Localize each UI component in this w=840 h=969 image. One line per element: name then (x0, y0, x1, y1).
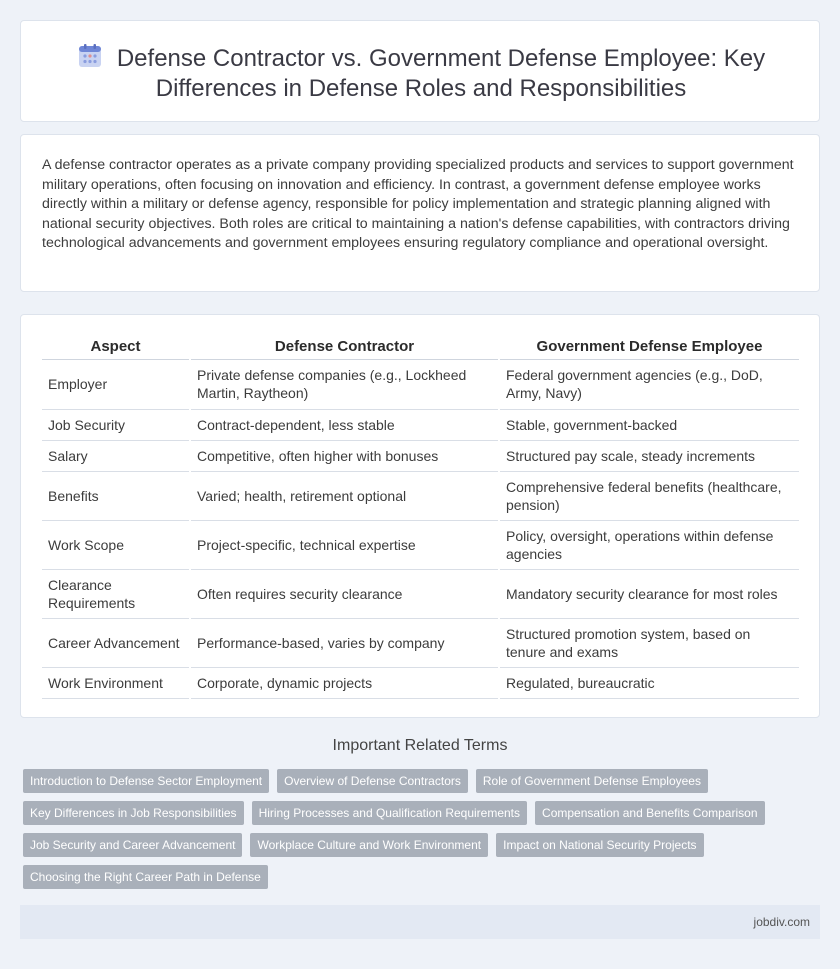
header-aspect: Aspect (42, 333, 190, 359)
row-government: Structured promotion system, based on tenure and exams (499, 618, 799, 667)
page-title (21, 43, 821, 104)
row-contractor: Contract-dependent, less stable (190, 409, 499, 440)
related-term-tag[interactable]: Overview of Defense Contractors (277, 769, 468, 793)
row-aspect: Benefits (42, 471, 190, 520)
footer-site-link[interactable]: jobdiv.com (753, 915, 810, 929)
table-row (42, 667, 799, 698)
title-line-2: Differences in Defense Roles and Responsibilities (155, 75, 687, 102)
row-aspect: Clearance Requirements (42, 569, 190, 618)
header-government-employee: Government Defense Employee (499, 333, 799, 359)
related-terms-list (23, 769, 783, 889)
table-row (42, 440, 799, 471)
row-government: Regulated, bureaucratic (499, 667, 799, 698)
row-aspect: Salary (42, 440, 190, 471)
intro-paragraph: A defense contractor operates as a private company providing specialized products and services to support government military operations, often focusing on innovation and efficiency. In contrast, a government defense employee works directly within a military or defense agency, responsible for policy implementation and strategic planning aligned with national security objectives. Both roles are critical to maintaining a nation's defense capabilities, with contractors driving technological advancements and government employees ensuring regulatory compliance and operational oversight. (42, 157, 794, 251)
related-term-tag[interactable]: Compensation and Benefits Comparison (535, 801, 764, 825)
calendar-icon (77, 43, 103, 69)
row-contractor: Project-specific, technical expertise (190, 520, 499, 569)
table-row (42, 359, 799, 409)
header-card (20, 20, 820, 122)
row-aspect: Work Environment (42, 667, 190, 698)
row-government: Mandatory security clearance for most roles (499, 569, 799, 618)
row-government: Stable, government-backed (499, 409, 799, 440)
table-header-row (42, 333, 799, 359)
related-term-tag[interactable]: Job Security and Career Advancement (23, 833, 242, 857)
related-term-tag[interactable]: Role of Government Defense Employees (476, 769, 708, 793)
row-government: Comprehensive federal benefits (healthcare, pension) (499, 471, 799, 520)
related-term-tag[interactable]: Key Differences in Job Responsibilities (23, 801, 244, 825)
row-aspect: Job Security (42, 409, 190, 440)
comparison-card (20, 314, 820, 718)
related-term-tag[interactable]: Hiring Processes and Qualification Requirements (252, 801, 527, 825)
row-aspect: Work Scope (42, 520, 190, 569)
row-aspect: Employer (42, 359, 190, 409)
title-line-1: Defense Contractor vs. Government Defense Employee: Key (116, 45, 766, 72)
row-contractor: Competitive, often higher with bonuses (190, 440, 499, 471)
table-row (42, 618, 799, 667)
row-contractor: Performance-based, varies by company (190, 618, 499, 667)
related-term-tag[interactable]: Impact on National Security Projects (496, 833, 703, 857)
row-government: Structured pay scale, steady increments (499, 440, 799, 471)
table-row (42, 569, 799, 618)
related-term-tag[interactable]: Introduction to Defense Sector Employment (23, 769, 269, 793)
row-contractor: Varied; health, retirement optional (190, 471, 499, 520)
row-government: Federal government agencies (e.g., DoD, Army, Navy) (499, 359, 799, 409)
row-contractor: Often requires security clearance (190, 569, 499, 618)
table-row (42, 409, 799, 440)
related-terms-title: Important Related Terms (332, 737, 508, 754)
row-aspect: Career Advancement (42, 618, 190, 667)
related-term-tag[interactable]: Choosing the Right Career Path in Defense (23, 865, 268, 889)
related-term-tag[interactable]: Workplace Culture and Work Environment (250, 833, 488, 857)
table-row (42, 520, 799, 569)
row-contractor: Private defense companies (e.g., Lockheed Martin, Raytheon) (190, 359, 499, 409)
comparison-table (42, 333, 799, 699)
table-row (42, 471, 799, 520)
row-contractor: Corporate, dynamic projects (190, 667, 499, 698)
intro-card (20, 134, 820, 292)
row-government: Policy, oversight, operations within defense agencies (499, 520, 799, 569)
footer (20, 905, 820, 939)
header-defense-contractor: Defense Contractor (190, 333, 499, 359)
